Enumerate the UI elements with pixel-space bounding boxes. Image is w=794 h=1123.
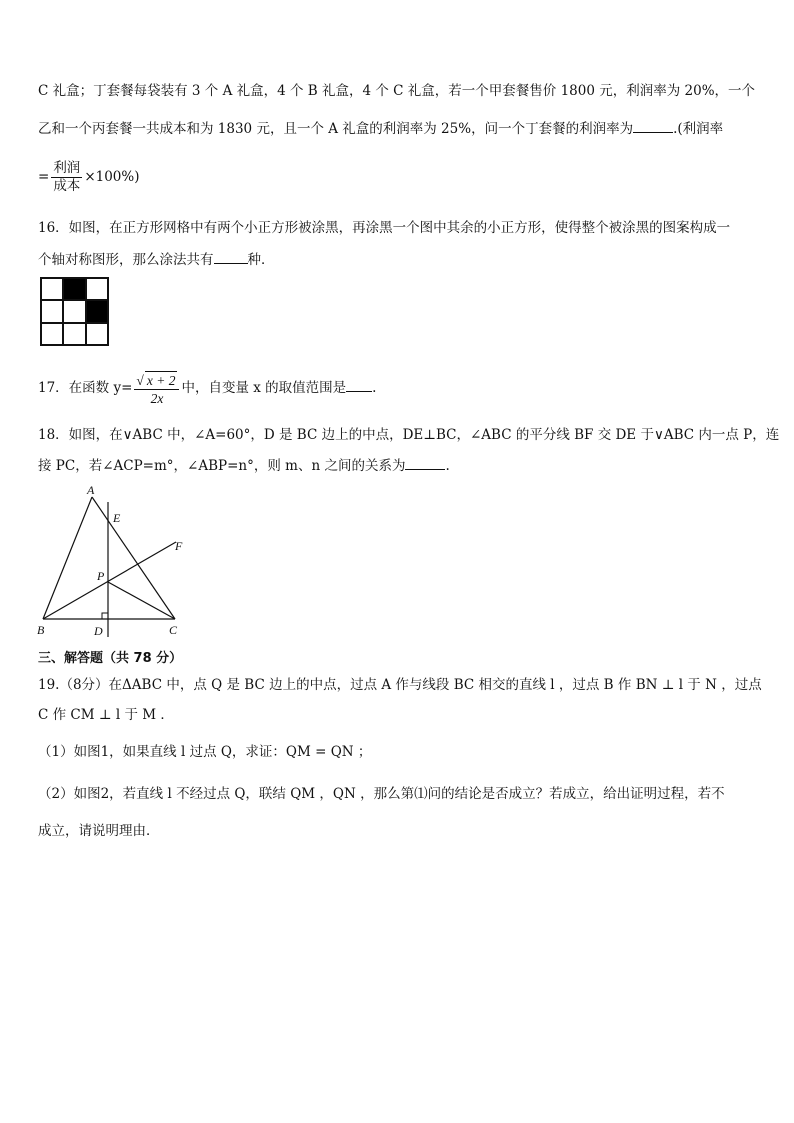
square-grid-figure bbox=[40, 277, 109, 346]
grid-cell bbox=[63, 300, 85, 322]
q15-line2-tail: .(利润率 bbox=[673, 121, 724, 137]
label-c: C bbox=[169, 623, 178, 637]
label-p: P bbox=[97, 569, 105, 583]
q17-pre: 17．在函数 y= bbox=[38, 380, 133, 396]
label-e: E bbox=[113, 511, 121, 525]
q17-tail: . bbox=[372, 380, 377, 396]
q18-line2-text: 接 PC，若∠ACP=m°，∠ABP=n°，则 m、n 之间的关系为 bbox=[38, 458, 406, 474]
q17-post: 中，自变量 x 的取值范围是 bbox=[181, 380, 347, 396]
q16-line2-text: 个轴对称图形，那么涂法共有 bbox=[38, 252, 214, 268]
q18-answer-blank bbox=[405, 457, 445, 470]
grid-cell bbox=[86, 323, 108, 345]
grid-cell bbox=[86, 278, 108, 300]
segment-pc bbox=[108, 582, 175, 619]
grid-cell bbox=[63, 323, 85, 345]
q16-answer-blank bbox=[214, 251, 248, 264]
grid-cell bbox=[41, 300, 63, 322]
grid-cell bbox=[41, 278, 63, 300]
triangle-figure bbox=[30, 480, 200, 640]
segment-ac bbox=[92, 497, 175, 619]
section-heading: 三、解答题（共 78 分） bbox=[38, 651, 183, 666]
function-fraction bbox=[134, 371, 179, 407]
q19-part2-line1: （2）如图2，若直线 l 不经过点 Q，联结 QM ，QN ，那么第⑴问的结论是否成立？若成立，给出证明过程，若不 bbox=[38, 786, 725, 802]
q19-line1: 19.（8分）在ΔABC 中，点 Q 是 BC 边上的中点，过点 A 作与线段 BC 相交的直线 l ，过点 B 作 BN ⊥ l 于 N ，过点 bbox=[38, 677, 762, 693]
q18-line1: 18．如图，在∨ABC 中，∠A=60°，D 是 BC 边上的中点，DE⊥BC，∠ABC 的平分线 BF 交 DE 于∨ABC 内一点 P，连 bbox=[38, 427, 780, 443]
fraction-numerator: 利润 bbox=[53, 160, 81, 176]
q19-part1: （1）如图1，如果直线 l 过点 Q，求证：QM = QN ； bbox=[38, 744, 372, 760]
label-a: A bbox=[87, 483, 95, 497]
sqrt-content: x + 2 bbox=[146, 372, 176, 388]
q19-line2: C 作 CM ⊥ l 于 M ． bbox=[38, 707, 174, 723]
label-b: B bbox=[37, 623, 45, 637]
q16-line1: 16．如图，在正方形网格中有两个小正方形被涂黑，再涂黑一个图中其余的小正方形，使得整个被涂黑的图案构成一 bbox=[38, 220, 731, 236]
fraction-numerator: √ x + 2 bbox=[134, 371, 179, 390]
q18-line2-tail: . bbox=[445, 458, 450, 474]
q15-formula-tail: ×100%) bbox=[84, 169, 140, 185]
q17-line bbox=[38, 368, 376, 408]
q19-part2-line2: 成立，请说明理由． bbox=[38, 823, 160, 839]
q18-line2 bbox=[38, 457, 450, 475]
q16-line2-tail: 种． bbox=[247, 252, 275, 268]
grid-cell-filled bbox=[63, 278, 85, 300]
q15-answer-blank bbox=[633, 120, 673, 133]
q15-formula bbox=[38, 160, 140, 195]
grid-cell bbox=[41, 323, 63, 345]
bisector-bf bbox=[43, 542, 176, 619]
label-f: F bbox=[175, 539, 183, 553]
q15-eq: = bbox=[38, 169, 50, 185]
profit-rate-fraction bbox=[51, 160, 82, 195]
segment-ab bbox=[43, 497, 92, 619]
q17-answer-blank bbox=[346, 379, 372, 392]
q15-line1: C 礼盒；丁套餐每袋装有 3 个 A 礼盒，4 个 B 礼盒，4 个 C 礼盒，若一个甲套餐售价 1800 元，利润率为 20%，一个 bbox=[38, 83, 756, 99]
q15-line2-text: 乙和一个丙套餐一共成本和为 1830 元，且一个 A 礼盒的利润率为 25%，问一个丁套餐的利润率为 bbox=[38, 121, 634, 137]
label-d: D bbox=[94, 624, 103, 638]
q16-line2 bbox=[38, 251, 275, 269]
right-angle-mark bbox=[102, 613, 108, 619]
fraction-denominator: 2x bbox=[150, 390, 164, 406]
grid-cell-filled bbox=[86, 300, 108, 322]
q15-line2 bbox=[38, 120, 723, 138]
fraction-denominator: 成本 bbox=[53, 178, 81, 194]
